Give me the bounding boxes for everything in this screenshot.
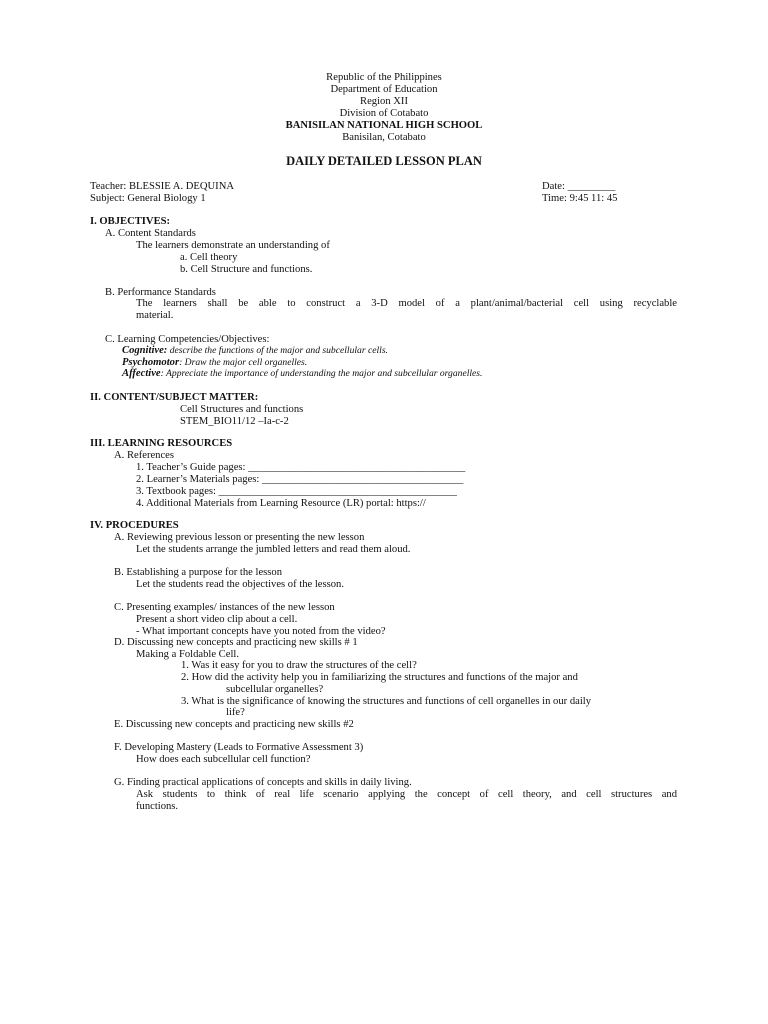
header-region: Region XII (360, 96, 408, 107)
procedure-a-label: A. Reviewing previous lesson or presenting the new lesson (114, 532, 365, 543)
time-field: Time: 9:45 11: 45 (542, 193, 618, 204)
resource-item-2: 2. Learner’s Materials pages: ______________________________________ (136, 474, 464, 485)
procedure-c-label: C. Presenting examples/ instances of the new lesson (114, 602, 335, 613)
affective-objective (122, 368, 482, 380)
cognitive-label: Cognitive: (122, 345, 168, 356)
header-republic: Republic of the Philippines (326, 72, 442, 83)
teacher-field: Teacher: BLESSIE A. DEQUINA (90, 181, 235, 192)
cognitive-objective (122, 345, 388, 357)
procedure-f-text: How does each subcellular cell function? (136, 754, 311, 765)
procedure-d-label: D. Discussing new concepts and practicing new skills # 1 (114, 637, 358, 648)
performance-standards-text-cont: material. (136, 310, 174, 321)
cognitive-text: describe the functions of the major and subcellular cells. (167, 345, 388, 356)
header-division: Division of Cotabato (339, 108, 429, 119)
procedure-d-question-2-cont: subcellular organelles? (226, 684, 324, 695)
psychomotor-text: : Draw the major cell organelles. (179, 357, 308, 368)
subject-field: Subject: General Biology 1 (90, 193, 206, 204)
header-school: BANISILAN NATIONAL HIGH SCHOOL (285, 120, 483, 131)
resource-item-4: 4. Additional Materials from Learning Resource (LR) portal: https:// (136, 498, 426, 509)
page-title: DAILY DETAILED LESSON PLAN (286, 154, 482, 168)
procedures-heading: IV. PROCEDURES (90, 520, 179, 531)
resource-item-3: 3. Textbook pages: _____________________________________________ (136, 486, 457, 497)
procedure-g-text-1: Ask students to think of real life scenario applying the concept of cell theory, and cell structures and (136, 789, 677, 800)
procedure-g-text-2: functions. (136, 801, 179, 812)
content-standards-label: A. Content Standards (105, 228, 196, 239)
header-department: Department of Education (330, 84, 438, 95)
objectives-heading: I. OBJECTIVES: (90, 216, 171, 227)
procedure-d-question-1: 1. Was it easy for you to draw the structures of the cell? (181, 660, 417, 671)
procedure-b-label: B. Establishing a purpose for the lesson (114, 567, 283, 578)
procedure-d-question-2: 2. How did the activity help you in familiarizing the structures and functions of the major and (181, 672, 578, 683)
content-line-2: STEM_BIO11/12 –Ia-c-2 (180, 416, 289, 427)
procedure-g-label: G. Finding practical applications of concepts and skills in daily living. (114, 777, 412, 788)
competencies-label: C. Learning Competencies/Objectives: (105, 334, 270, 345)
content-heading: II. CONTENT/SUBJECT MATTER: (90, 392, 259, 403)
procedure-d-question-3: 3. What is the significance of knowing the structures and functions of cell organelles in our daily (181, 696, 592, 707)
header-location: Banisilan, Cotabato (342, 132, 426, 143)
psychomotor-label: Psychomotor (122, 357, 180, 368)
procedure-d-question-3-cont: life? (226, 707, 245, 718)
content-standard-a: a. Cell theory (180, 252, 238, 263)
procedure-f-label: F. Developing Mastery (Leads to Formative Assessment 3) (114, 742, 364, 753)
content-standard-b: b. Cell Structure and functions. (180, 264, 313, 275)
affective-text: : Appreciate the importance of understanding the major and subcellular organelles. (160, 368, 483, 379)
content-standards-text: The learners demonstrate an understanding of (136, 240, 330, 251)
procedure-d-text: Making a Foldable Cell. (136, 649, 239, 660)
performance-standards-label: B. Performance Standards (105, 287, 216, 298)
procedure-c-text-2: - What important concepts have you noted from the video? (136, 626, 386, 637)
references-label: A. References (114, 450, 174, 461)
resource-item-1: 1. Teacher’s Guide pages: _________________________________________ (136, 462, 466, 473)
procedure-a-text: Let the students arrange the jumbled letters and read them aloud. (136, 544, 411, 555)
affective-label: Affective (122, 368, 161, 379)
procedure-b-text: Let the students read the objectives of the lesson. (136, 579, 344, 590)
resources-heading: III. LEARNING RESOURCES (90, 438, 233, 449)
performance-standards-text: The learners shall be able to construct a 3-D model of a plant/animal/bacterial cell using recyclable (136, 298, 677, 309)
procedure-c-text-1: Present a short video clip about a cell. (136, 614, 298, 625)
date-field: Date: _________ (542, 181, 616, 192)
procedure-e-label: E. Discussing new concepts and practicing new skills #2 (114, 719, 354, 730)
content-line-1: Cell Structures and functions (180, 404, 304, 415)
